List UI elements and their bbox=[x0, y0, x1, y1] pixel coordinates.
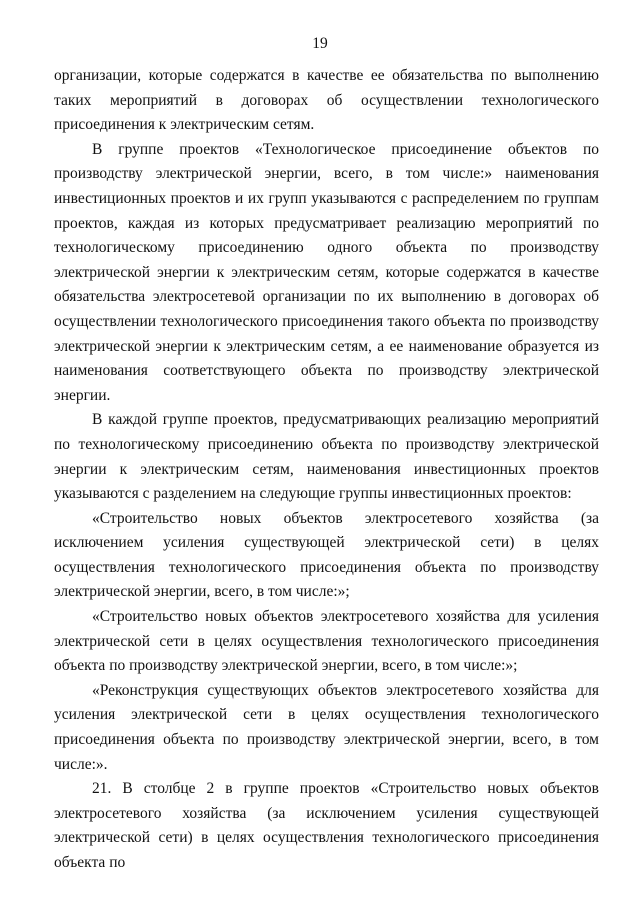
paragraph-project-groups-intro: В каждой группе проектов, предусматривающих реализацию мероприятий по технологическому присоединению объекта по производству электрической энергии к электрическим сетям, наименования инвестиционных проектов указываются с разделением на следующие группы инвестиционных проектов: bbox=[54, 411, 599, 503]
paragraph-item-21: 21. В столбце 2 в группе проектов «Строительство новых объектов электросетевого хозяйства (за исключением усиления существующей электрической сети) в целях осуществления технологического присоединения объекта по bbox=[54, 780, 599, 871]
document-body bbox=[54, 64, 599, 876]
paragraph-group-reconstruction: «Реконструкция существующих объектов электросетевого хозяйства для усиления электрической сети в целях осуществления технологического присоединения объекта по производству электрической энергии, всего, в том числе:». bbox=[54, 681, 599, 773]
paragraph-technological-connection-group: В группе проектов «Технологическое присоединение объектов по производству электрической энергии, всего, в том числе:» наименования инвестиционных проектов и их групп указываются с распределением по группам проектов, каждая из которых предусматривает реализацию мероприятий по технологическому присоединению одного объекта по производству электрической энергии к электрическим сетям, которые содержатся в качестве обязательства электросетевой организации по их выполнению в договорах об осуществлении технологического присоединения такого объекта по производству электрической энергии к электрическим сетям, а ее наименование образуется из наименования соответствующего объекта по производству электрической энергии. bbox=[54, 140, 599, 404]
paragraph-continuation: организации, которые содержатся в качестве ее обязательства по выполнению таких мероприятий в договорах об осуществлении технологического присоединения к электрическим сетям. bbox=[54, 67, 599, 134]
page-number: 19 bbox=[312, 35, 328, 52]
paragraph-group-new-construction: «Строительство новых объектов электросетевого хозяйства (за исключением усиления существующей электрической сети) в целях осуществления технологического присоединения объекта по производству электрической энергии, всего, в том числе:»; bbox=[54, 509, 599, 601]
paragraph-group-network-reinforcement: «Строительство новых объектов электросетевого хозяйства для усиления электрической сети в целях осуществления технологического присоединения объекта по производству электрической энергии, всего, в том числе:»; bbox=[54, 608, 599, 675]
